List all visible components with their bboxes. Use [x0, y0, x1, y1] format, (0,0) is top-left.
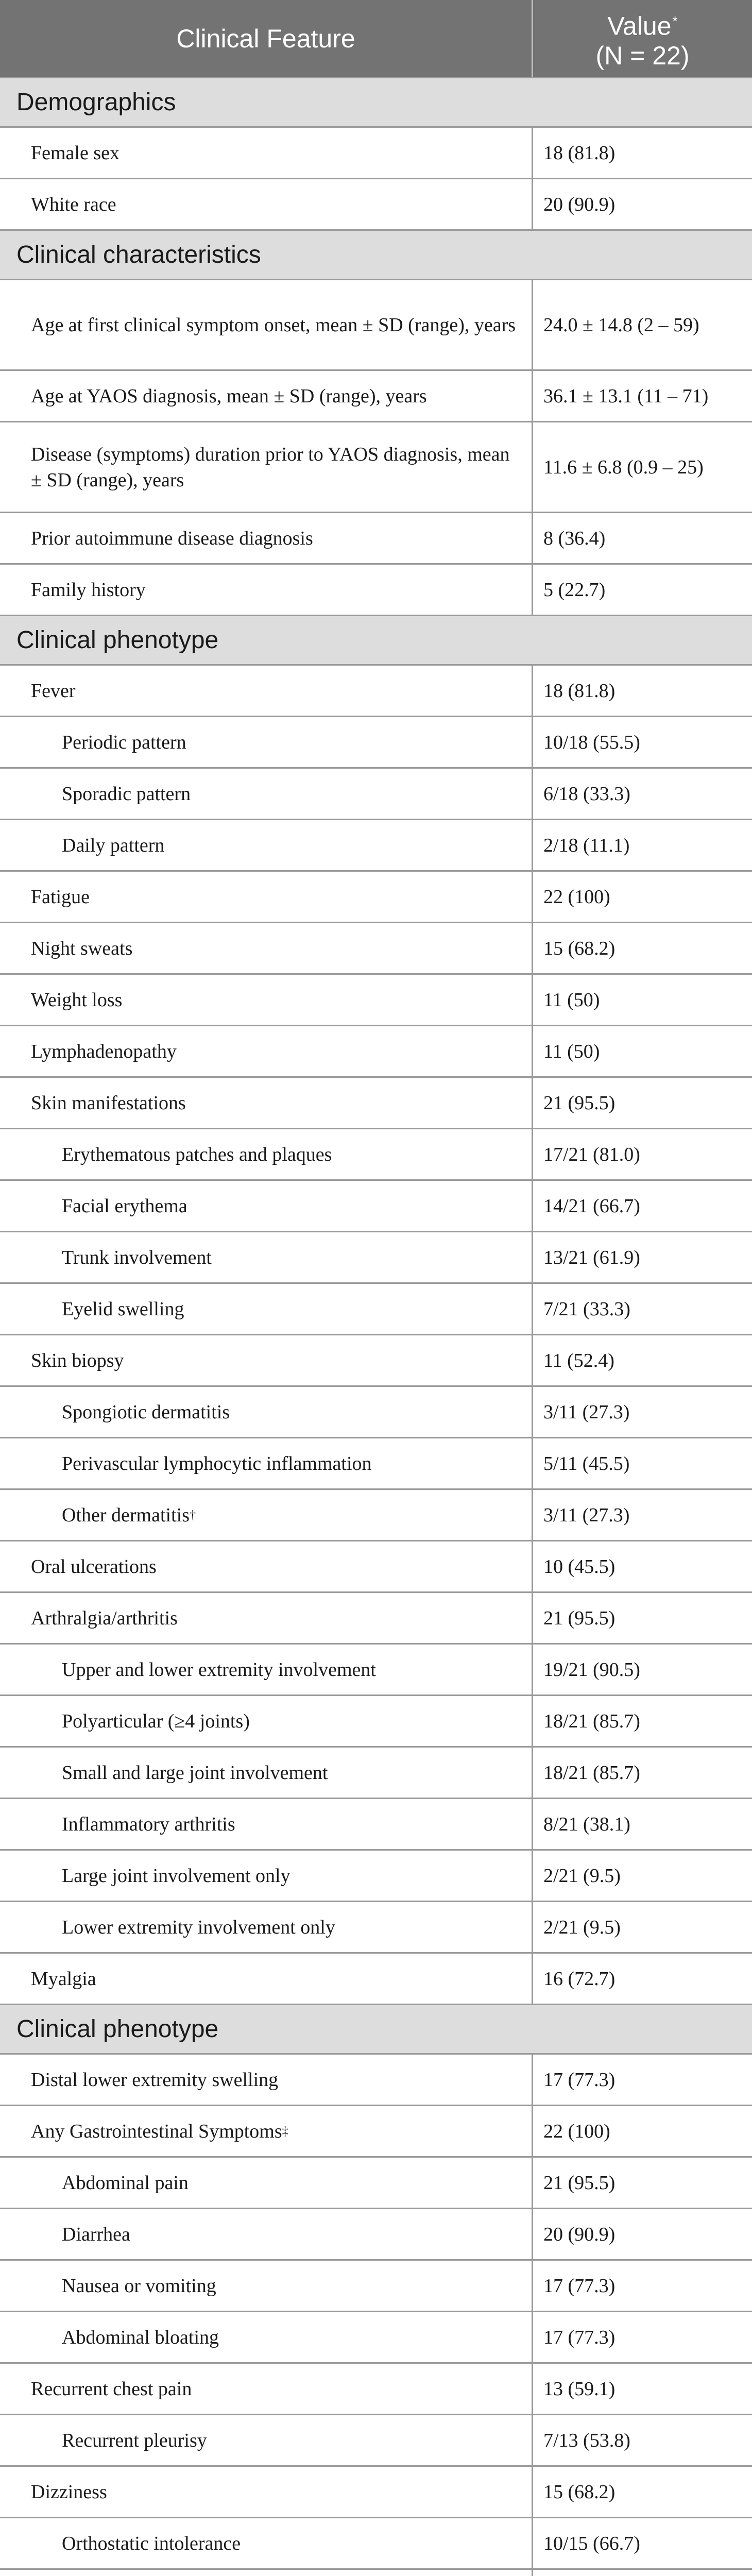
table-row: [0, 1335, 752, 1387]
feature-label: Weight loss: [31, 989, 123, 1011]
feature-label: Lower extremity involvement only: [62, 1916, 335, 1938]
table-row: [0, 2312, 752, 2364]
feature-cell: [0, 2106, 533, 2156]
value-cell: 21 (95.5): [543, 2172, 616, 2194]
feature-cell: [0, 179, 533, 229]
section-header: [0, 2005, 752, 2055]
feature-label: Small and large joint involvement: [62, 1761, 328, 1784]
header-value-mark: *: [672, 13, 678, 29]
value-cell: 11.6 ± 6.8 (0.9 – 25): [543, 456, 704, 478]
feature-label: Periodic pattern: [62, 731, 186, 753]
value-cell: 5/11 (45.5): [543, 1452, 630, 1475]
table-row: [0, 2209, 752, 2261]
feature-label: Large joint involvement only: [62, 1865, 290, 1887]
feature-cell: [0, 2261, 533, 2311]
value-cell: [533, 2570, 752, 2576]
value-cell: 3/11 (27.3): [543, 1401, 630, 1423]
footnote-mark: ‡: [282, 2124, 288, 2138]
value-cell: 19/21 (90.5): [543, 1658, 640, 1681]
feature-cell: [0, 128, 533, 178]
feature-label: Age at YAOS diagnosis, mean ± SD (range), years: [31, 385, 427, 407]
feature-cell: [0, 1078, 533, 1128]
value-cell: 10/18 (55.5): [543, 731, 640, 753]
feature-label: Eyelid swelling: [62, 1298, 184, 1320]
value-cell: 22 (100): [543, 2120, 610, 2142]
section-title: Clinical phenotype: [16, 2015, 219, 2043]
table-row: [0, 769, 752, 820]
header-value: [533, 0, 752, 77]
value-cell: 14/21 (66.7): [543, 1195, 640, 1217]
value-cell: 17/21 (81.0): [543, 1143, 640, 1165]
value-cell: 11 (50): [543, 1040, 600, 1062]
table-row: [0, 1541, 752, 1593]
table-row: [0, 1387, 752, 1438]
table-row: [0, 1181, 752, 1232]
feature-cell: [0, 1438, 533, 1488]
value-cell: 3/11 (27.3): [543, 1504, 630, 1526]
feature-cell: [0, 1954, 533, 2004]
feature-cell: [0, 1026, 533, 1076]
feature-cell: [0, 2570, 533, 2576]
feature-cell: [0, 565, 533, 615]
feature-label: Lymphadenopathy: [31, 1040, 177, 1062]
header-clinical-feature: Clinical Feature: [0, 0, 533, 77]
value-cell: 24.0 ± 14.8 (2 – 59): [543, 314, 699, 336]
feature-cell: [0, 1129, 533, 1179]
table-row: [0, 128, 752, 179]
value-cell: 36.1 ± 13.1 (11 – 71): [543, 385, 709, 407]
section-header: [0, 78, 752, 128]
value-cell: 8/21 (38.1): [543, 1813, 630, 1835]
feature-label: Polyarticular (≥4 joints): [62, 1710, 250, 1732]
table-row: [0, 2055, 752, 2106]
feature-cell: [0, 872, 533, 922]
value-cell: 16 (72.7): [543, 1968, 616, 1990]
value-cell: 10/15 (66.7): [543, 2532, 640, 2554]
value-cell: 22 (100): [543, 886, 610, 908]
table-row: [0, 2467, 752, 2518]
value-cell: 15 (68.2): [543, 937, 616, 959]
table-row: [0, 923, 752, 975]
feature-label: Distal lower extremity swelling: [31, 2069, 279, 2091]
table-row: [0, 872, 752, 923]
table-row: [0, 371, 752, 422]
feature-cell: [0, 1748, 533, 1798]
feature-label: Inflammatory arthritis: [62, 1813, 235, 1835]
feature-label: Abdominal bloating: [62, 2326, 219, 2348]
value-cell: 6/18 (33.3): [543, 783, 630, 805]
table-row: [0, 717, 752, 769]
feature-label: Female sex: [31, 142, 120, 164]
value-cell: 2/18 (11.1): [543, 834, 630, 856]
feature-cell: [0, 1902, 533, 1952]
value-cell: 5 (22.7): [543, 579, 606, 601]
value-cell: 20 (90.9): [543, 193, 616, 215]
table-row: [0, 2570, 752, 2576]
feature-cell: [0, 1645, 533, 1694]
value-cell: 17 (77.3): [543, 2326, 616, 2348]
table-row: [0, 565, 752, 616]
feature-label: Other dermatitis: [62, 1504, 190, 1526]
value-cell: 18/21 (85.7): [543, 1761, 640, 1784]
value-cell: 10 (45.5): [543, 1555, 616, 1578]
feature-label: Night sweats: [31, 937, 133, 959]
table-row: [0, 422, 752, 513]
footnote-mark: †: [189, 1508, 196, 1522]
feature-label: Trunk involvement: [62, 1246, 212, 1268]
value-cell: 15 (68.2): [543, 2481, 616, 2503]
feature-cell: [0, 2209, 533, 2259]
table-row: [0, 2106, 752, 2158]
table-row: [0, 1438, 752, 1490]
table-row: [0, 179, 752, 231]
table-row: [0, 1129, 752, 1181]
table-row: [0, 820, 752, 872]
feature-cell: [0, 1232, 533, 1282]
feature-cell: [0, 2518, 533, 2568]
feature-cell: [0, 1284, 533, 1334]
feature-label: Erythematous patches and plaques: [62, 1143, 332, 1165]
feature-label: Skin manifestations: [31, 1092, 186, 1114]
feature-label: Upper and lower extremity involvement: [62, 1658, 376, 1681]
table-row: [0, 666, 752, 717]
feature-label: Fever: [31, 680, 76, 702]
feature-cell: [0, 717, 533, 767]
feature-cell: [0, 2415, 533, 2465]
section-header: [0, 231, 752, 280]
feature-cell: [0, 2158, 533, 2208]
feature-cell: [0, 2364, 533, 2414]
header-n: (N = 22): [595, 41, 690, 71]
feature-label: Nausea or vomiting: [62, 2275, 216, 2297]
table-row: [0, 2158, 752, 2209]
table-row: [0, 1284, 752, 1335]
feature-cell: [0, 422, 533, 512]
table-row: [0, 2415, 752, 2467]
table-row: [0, 1902, 752, 1954]
value-cell: 17 (77.3): [543, 2275, 616, 2297]
feature-label: Age at first clinical symptom onset, mean ± SD (range), years: [31, 314, 516, 336]
feature-label: Recurrent chest pain: [31, 2378, 192, 2400]
section-header: [0, 616, 752, 666]
feature-label: Daily pattern: [62, 834, 165, 856]
value-cell: 2/21 (9.5): [543, 1916, 621, 1938]
feature-cell: [0, 2312, 533, 2362]
feature-cell: [0, 1387, 533, 1437]
value-cell: 17 (77.3): [543, 2069, 616, 2091]
value-cell: 2/21 (9.5): [543, 1865, 621, 1887]
value-cell: 11 (52.4): [543, 1349, 614, 1371]
value-cell: 11 (50): [543, 989, 600, 1011]
value-cell: 8 (36.4): [543, 527, 606, 549]
feature-cell: [0, 1490, 533, 1540]
table-row: [0, 1954, 752, 2005]
feature-cell: [0, 923, 533, 973]
feature-cell: [0, 975, 533, 1025]
value-cell: 18 (81.8): [543, 142, 616, 164]
feature-cell: [0, 820, 533, 870]
feature-cell: [0, 280, 533, 369]
table-row: [0, 1078, 752, 1129]
feature-cell: [0, 666, 533, 716]
table-row: [0, 1593, 752, 1645]
feature-cell: [0, 1181, 533, 1231]
feature-cell: [0, 371, 533, 421]
table-row: [0, 1490, 752, 1541]
feature-label: Disease (symptoms) duration prior to YAOS diagnosis, mean ± SD (range), years: [31, 443, 510, 491]
table-row: [0, 1748, 752, 1799]
section-title: Clinical characteristics: [16, 241, 261, 268]
table-row: [0, 1799, 752, 1851]
feature-cell: [0, 1541, 533, 1591]
section-title: Demographics: [16, 89, 176, 116]
feature-label: Family history: [31, 579, 146, 601]
feature-label: Sporadic pattern: [62, 783, 191, 805]
feature-cell: [0, 1696, 533, 1746]
feature-label: Diarrhea: [62, 2223, 130, 2245]
table-row: [0, 2364, 752, 2415]
feature-cell: [0, 2467, 533, 2517]
feature-label: Oral ulcerations: [31, 1555, 157, 1578]
value-cell: 13/21 (61.9): [543, 1246, 640, 1268]
value-cell: 18 (81.8): [543, 680, 616, 702]
feature-label: Fatigue: [31, 886, 90, 908]
feature-label: Recurrent pleurisy: [62, 2429, 207, 2451]
table-row: [0, 280, 752, 371]
feature-label: Prior autoimmune disease diagnosis: [31, 527, 313, 549]
table-row: [0, 1851, 752, 1902]
value-cell: 20 (90.9): [543, 2223, 616, 2245]
header-value-label: Value: [607, 11, 672, 41]
table-row: [0, 1645, 752, 1696]
feature-label: Perivascular lymphocytic inflammation: [62, 1452, 372, 1475]
table-body: [0, 78, 752, 2576]
table-row: [0, 2518, 752, 2570]
value-cell: 21 (95.5): [543, 1092, 616, 1114]
feature-label: Spongiotic dermatitis: [62, 1401, 230, 1423]
feature-label: Abdominal pain: [62, 2172, 189, 2194]
value-cell: 7/21 (33.3): [543, 1298, 630, 1320]
feature-cell: [0, 1851, 533, 1901]
feature-cell: [0, 2055, 533, 2105]
feature-label: Any Gastrointestinal Symptoms: [31, 2120, 282, 2142]
feature-label: Skin biopsy: [31, 1349, 124, 1371]
feature-label: Dizziness: [31, 2481, 107, 2503]
feature-cell: [0, 1799, 533, 1849]
feature-label: Arthralgia/arthritis: [31, 1607, 178, 1629]
value-cell: 7/13 (53.8): [543, 2429, 630, 2451]
value-cell: 18/21 (85.7): [543, 1710, 640, 1732]
feature-label: White race: [31, 193, 116, 215]
feature-cell: [0, 1335, 533, 1385]
table-row: [0, 1696, 752, 1748]
feature-label: Facial erythema: [62, 1195, 187, 1217]
feature-label: Myalgia: [31, 1968, 96, 1990]
feature-cell: [0, 769, 533, 819]
feature-cell: [0, 1593, 533, 1643]
feature-cell: [0, 513, 533, 563]
value-cell: 21 (95.5): [543, 1607, 616, 1629]
section-title: Clinical phenotype: [16, 626, 219, 654]
table-row: [0, 513, 752, 565]
table-row: [0, 975, 752, 1026]
value-cell: 13 (59.1): [543, 2378, 616, 2400]
table-row: [0, 2261, 752, 2312]
table-header: [0, 0, 752, 78]
feature-label: Orthostatic intolerance: [62, 2532, 241, 2554]
table-row: [0, 1232, 752, 1284]
table-row: [0, 1026, 752, 1078]
